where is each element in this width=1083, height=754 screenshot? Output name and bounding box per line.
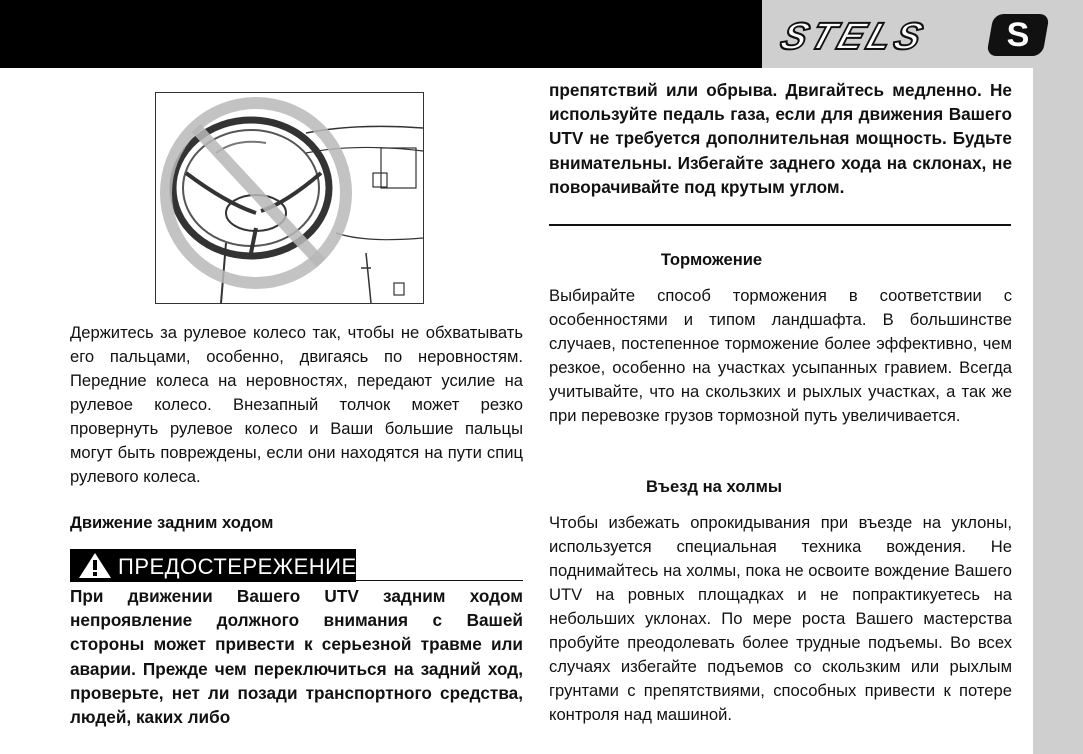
warning-triangle-icon xyxy=(78,552,112,579)
header-bar xyxy=(0,0,762,68)
brand-logo-text: STELS xyxy=(775,16,932,58)
warning-underline xyxy=(356,580,523,582)
reverse-driving-heading: Движение задним ходом xyxy=(70,513,274,532)
steering-grip-paragraph: Держитесь за рулевое колесо так, чтобы не обхватывать его пальцами, особенно, двигаясь по неровностям. Передние колеса на неровностях, передают усилие на рулевое колесо. Внезапный толчок может резко провернуть рулевое колесо и Ваши большие пальцы могут быть повреждены, если они находятся на пути спиц рулевого колеса. xyxy=(70,323,523,486)
brand-mark-icon xyxy=(986,14,1049,56)
steering-wheel-prohibited-icon xyxy=(155,92,424,304)
braking-paragraph: Выбирайте способ торможения в соответствии с особенностями и типом ландшафта. В большинстве случаев, постепенное торможение более эффективно, чем резкое, особенно на участках усыпанных гравием. Всегда учитывайте, что на скользких и рыхлых участках, а так же при перевозке грузов тормозной путь увеличивается. xyxy=(549,286,1012,425)
warning-banner xyxy=(70,549,523,582)
warning-text: При движении Вашего UTV задним ходом непроявление должного внимания с Вашей стороны может привести к серьезной травме или аварии. Прежде чем переключиться на задний ход, проверьте, нет ли позади транспортного средства, людей, каких либо xyxy=(70,586,523,728)
hills-paragraph: Чтобы избежать опрокидывания при въезде на уклоны, используется специальная техника вождения. Не поднимайтесь на холмы, пока не освоите вождение Вашего UTV на ровных площадках и не попрактикуетесь на небольших уклонах. По мере роста Вашего мастерства пробуйте преодолевать более трудные подъемы. Во всех случаях избегайте подъемов со скользким или рыхлым грунтами с препятствиями, способных привести к потере контроля над машиной. xyxy=(549,513,1012,724)
steering-wheel-illustration xyxy=(156,93,423,303)
brand-mark-letter: S xyxy=(1006,16,1030,54)
hills-heading: Въезд на холмы xyxy=(645,477,783,496)
warning-text-continued: препятствий или обрыва. Двигайтесь медленно. Не используйте педаль газа, если для движения Вашего UTV не требуется дополнительная мощность. Будьте внимательны. Избегайте заднего хода на склонах, не поворачивайте под крутым углом. xyxy=(549,80,1012,197)
warning-label-box xyxy=(70,549,364,582)
warning-end-divider xyxy=(549,224,1011,226)
warning-label: ПРЕДОСТЕРЕЖЕНИЕ: xyxy=(118,554,364,579)
brand-logo xyxy=(762,0,1083,68)
page-side-strip xyxy=(1033,68,1083,754)
braking-heading: Торможение xyxy=(660,250,763,269)
